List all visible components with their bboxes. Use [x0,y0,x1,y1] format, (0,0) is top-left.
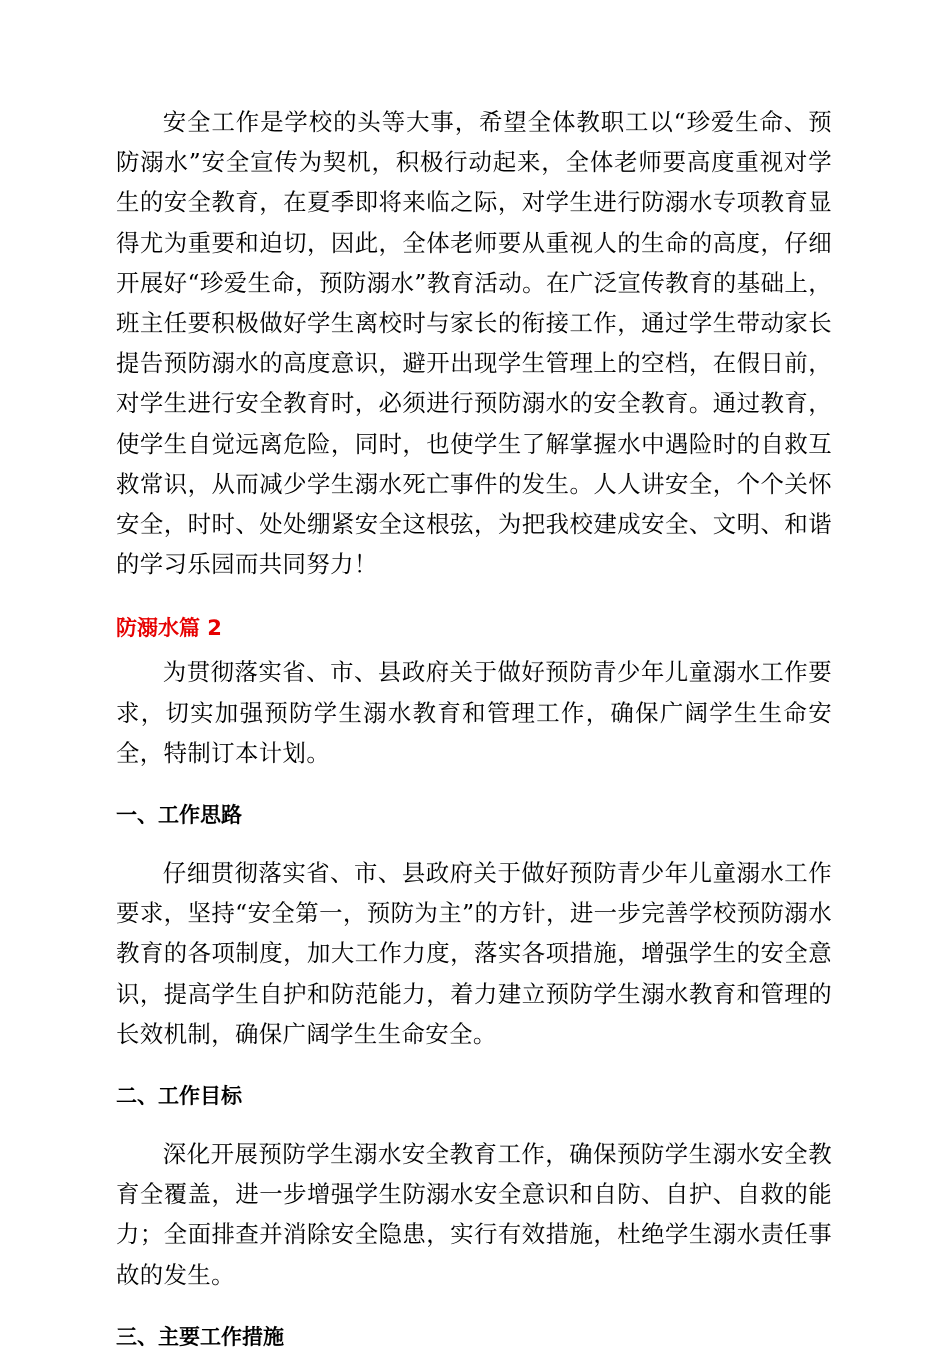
heading-work-goals: 二、工作目标 [116,1084,242,1109]
work-approach-paragraph: 仔细贯彻落实省、市、县政府关于做好预防青少年儿童溺水工作要求，坚持“安全第一，预防为主”的方针，进一步完善学校预防溺水教育的各项制度，加大工作力度，落实各项措施，增强学生的安全意识，提高学生自护和防范能力，着力建立预防学生溺水教育和管理的长效机制，确保广阔学生生命安全。 [116,859,832,1048]
work-goals-paragraph: 深化开展预防学生溺水安全教育工作，确保预防学生溺水安全教育全覆盖，进一步增强学生防溺水安全意识和自防、自护、自救的能力；全面排查并消除安全隐患，实行有效措施，杜绝学生溺水责任事故的发生。 [116,1140,832,1289]
document-page [116,102,832,1357]
heading-work-approach: 一、工作思路 [116,803,242,828]
section-title: 防溺水篇 2 [116,616,222,641]
purpose-paragraph: 为贯彻落实省、市、县政府关于做好预防青少年儿童溺水工作要求，切实加强预防学生溺水教育和管理工作，确保广阔学生生命安全，特制订本计划。 [116,658,832,767]
heading-main-measures: 三、主要工作措施 [116,1324,284,1349]
intro-paragraph: 安全工作是学校的头等大事，希望全体教职工以“珍爱生命、预防溺水”安全宣传为契机，积极行动起来，全体老师要高度重视对学生的安全教育，在夏季即将来临之际，对学生进行防溺水专项教育显得尤为重要和迫切，因此，全体老师要从重视人的生命的高度，仔细开展好“珍爱生命，预防溺水”教育活动。在广泛宣传教育的基础上，班主任要积极做好学生离校时与家长的衔接工作，通过学生带动家长提告预防溺水的高度意识，避开出现学生管理上的空档，在假日前，对学生进行安全教育时，必须进行预防溺水的安全教育。通过教育，使学生自觉远离危险，同时，也使学生了解掌握水中遇险时的自救互救常识，从而减少学生溺水死亡事件的发生。人人讲安全，个个关怀安全，时时、处处绷紧安全这根弦，为把我校建成安全、文明、和谐的学习乐园而共同努力！ [116,108,832,579]
